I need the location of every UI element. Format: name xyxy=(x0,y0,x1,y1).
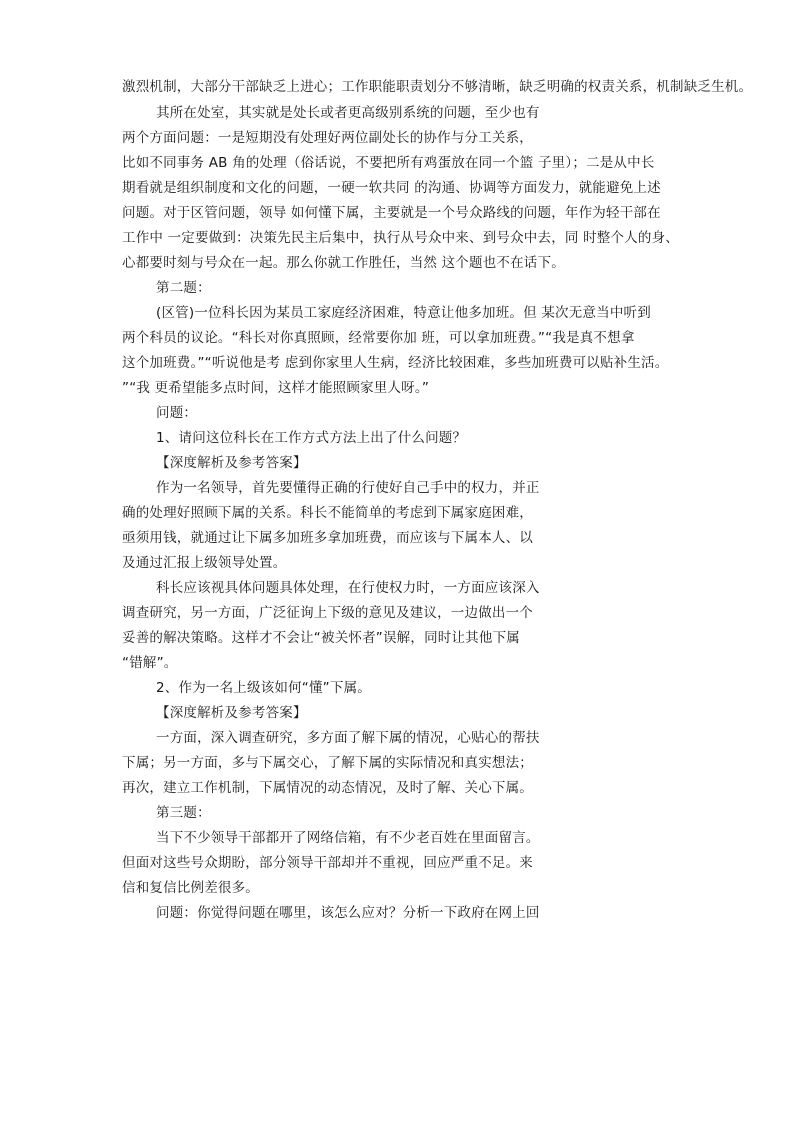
text-line: 这个加班费。”“听说他是考 虑到你家里人生病，经济比较困难，多些加班费可以贴补生活。 xyxy=(122,355,669,371)
text-line: 作为一名领导，首先要懂得正确的行使好自己手中的权力，并正 xyxy=(156,480,540,496)
text-line: 调查研究，另一方面，广泛征询上下级的意见及建议，一边做出一个 xyxy=(122,605,533,621)
text-line: 期看就是组织制度和文化的问题，一硬一软共同 的沟通、协调等方面发力，就能避免上述 xyxy=(122,180,661,196)
text-line: 一方面，深入调查研究，多方面了解下属的情况，心贴心的帮扶 xyxy=(156,730,540,746)
text-line: 下属；另一方面，多与下属交心，了解下属的实际情况和真实想法； xyxy=(122,755,533,771)
text-line: (区管)一位科长因为某员工家庭经济困难，特意让他多加班。但 某次无意当中听到 xyxy=(156,305,651,321)
question-label: 问题： xyxy=(156,405,198,421)
text-line: 其所在处室，其实就是处长或者更高级别系统的问题，至少也有 xyxy=(156,105,540,121)
answer-heading: 【深度解析及参考答案】 xyxy=(156,455,307,471)
text-line: 激烈机制，大部分干部缺乏上进心；工作职能职责划分不够清晰，缺乏明确的权责关系，机制缺乏生机。 xyxy=(122,79,753,95)
text-line: 比如不同事务 AB 角的处理（俗话说，不要把所有鸡蛋放在同一个篮 子里）；二是从中长 xyxy=(122,155,655,171)
text-line: 两个科员的议论。“科长对你真照顾，经常要你加 班，可以拿加班费。”“我是真不想拿 xyxy=(122,330,635,346)
answer-heading: 【深度解析及参考答案】 xyxy=(156,705,307,721)
text-line: 心都要时刻与号众在一起。那么你就工作胜任，当然 这个题也不在话下。 xyxy=(122,255,565,271)
section-heading: 第二题： xyxy=(156,280,211,296)
text-line: 再次，建立工作机制，下属情况的动态情况，及时了解、关心下属。 xyxy=(122,780,533,796)
text-line: ”“我 更希望能多点时间，这样才能照顾家里人呀。” xyxy=(122,380,430,396)
text-line: 确的处理好照顾下属的关系。科长不能简单的考虑到下属家庭困难， xyxy=(122,505,533,521)
text-line: 亟须用钱，就通过让下属多加班多拿加班费，而应该与下属本人、以 xyxy=(122,530,533,546)
text-line: 两个方面问题：一是短期没有处理好两位副处长的协作与分工关系， xyxy=(122,130,533,146)
question-item: 1、请问这位科长在工作方式方法上出了什么问题？ xyxy=(156,430,467,446)
section-heading: 第三题： xyxy=(156,805,211,821)
text-line: 问题。对于区管问题，领导 如何懂下属，主要就是一个号众路线的问题，年作为轻干部在 xyxy=(122,205,661,221)
text-line: 科长应该视具体问题具体处理，在行使权力时，一方面应该深入 xyxy=(156,580,540,596)
text-line: 当下不少领导干部都开了网络信箱，有不少老百姓在里面留言。 xyxy=(156,830,540,846)
text-line: 但面对这些号众期盼，部分领导干部却并不重视，回应严重不足。来 xyxy=(122,855,533,871)
text-line: 妥善的解决策略。这样才不会让“被关怀者”误解，同时让其他下属 xyxy=(122,630,520,646)
text-line: 工作中 一定要做到：决策先民主后集中，执行从号众中来、到号众中去，同 时整个人的身、 xyxy=(122,230,679,246)
question-item: 2、作为一名上级该如何“懂”下属。 xyxy=(156,680,371,696)
text-line: “错解”。 xyxy=(122,655,178,671)
text-line: 信和复信比例差很多。 xyxy=(122,880,259,896)
question-label: 问题：你觉得问题在哪里，该怎么应对？分析一下政府在网上回 xyxy=(156,905,540,921)
text-line: 及通过汇报上级领导处置。 xyxy=(122,555,287,571)
